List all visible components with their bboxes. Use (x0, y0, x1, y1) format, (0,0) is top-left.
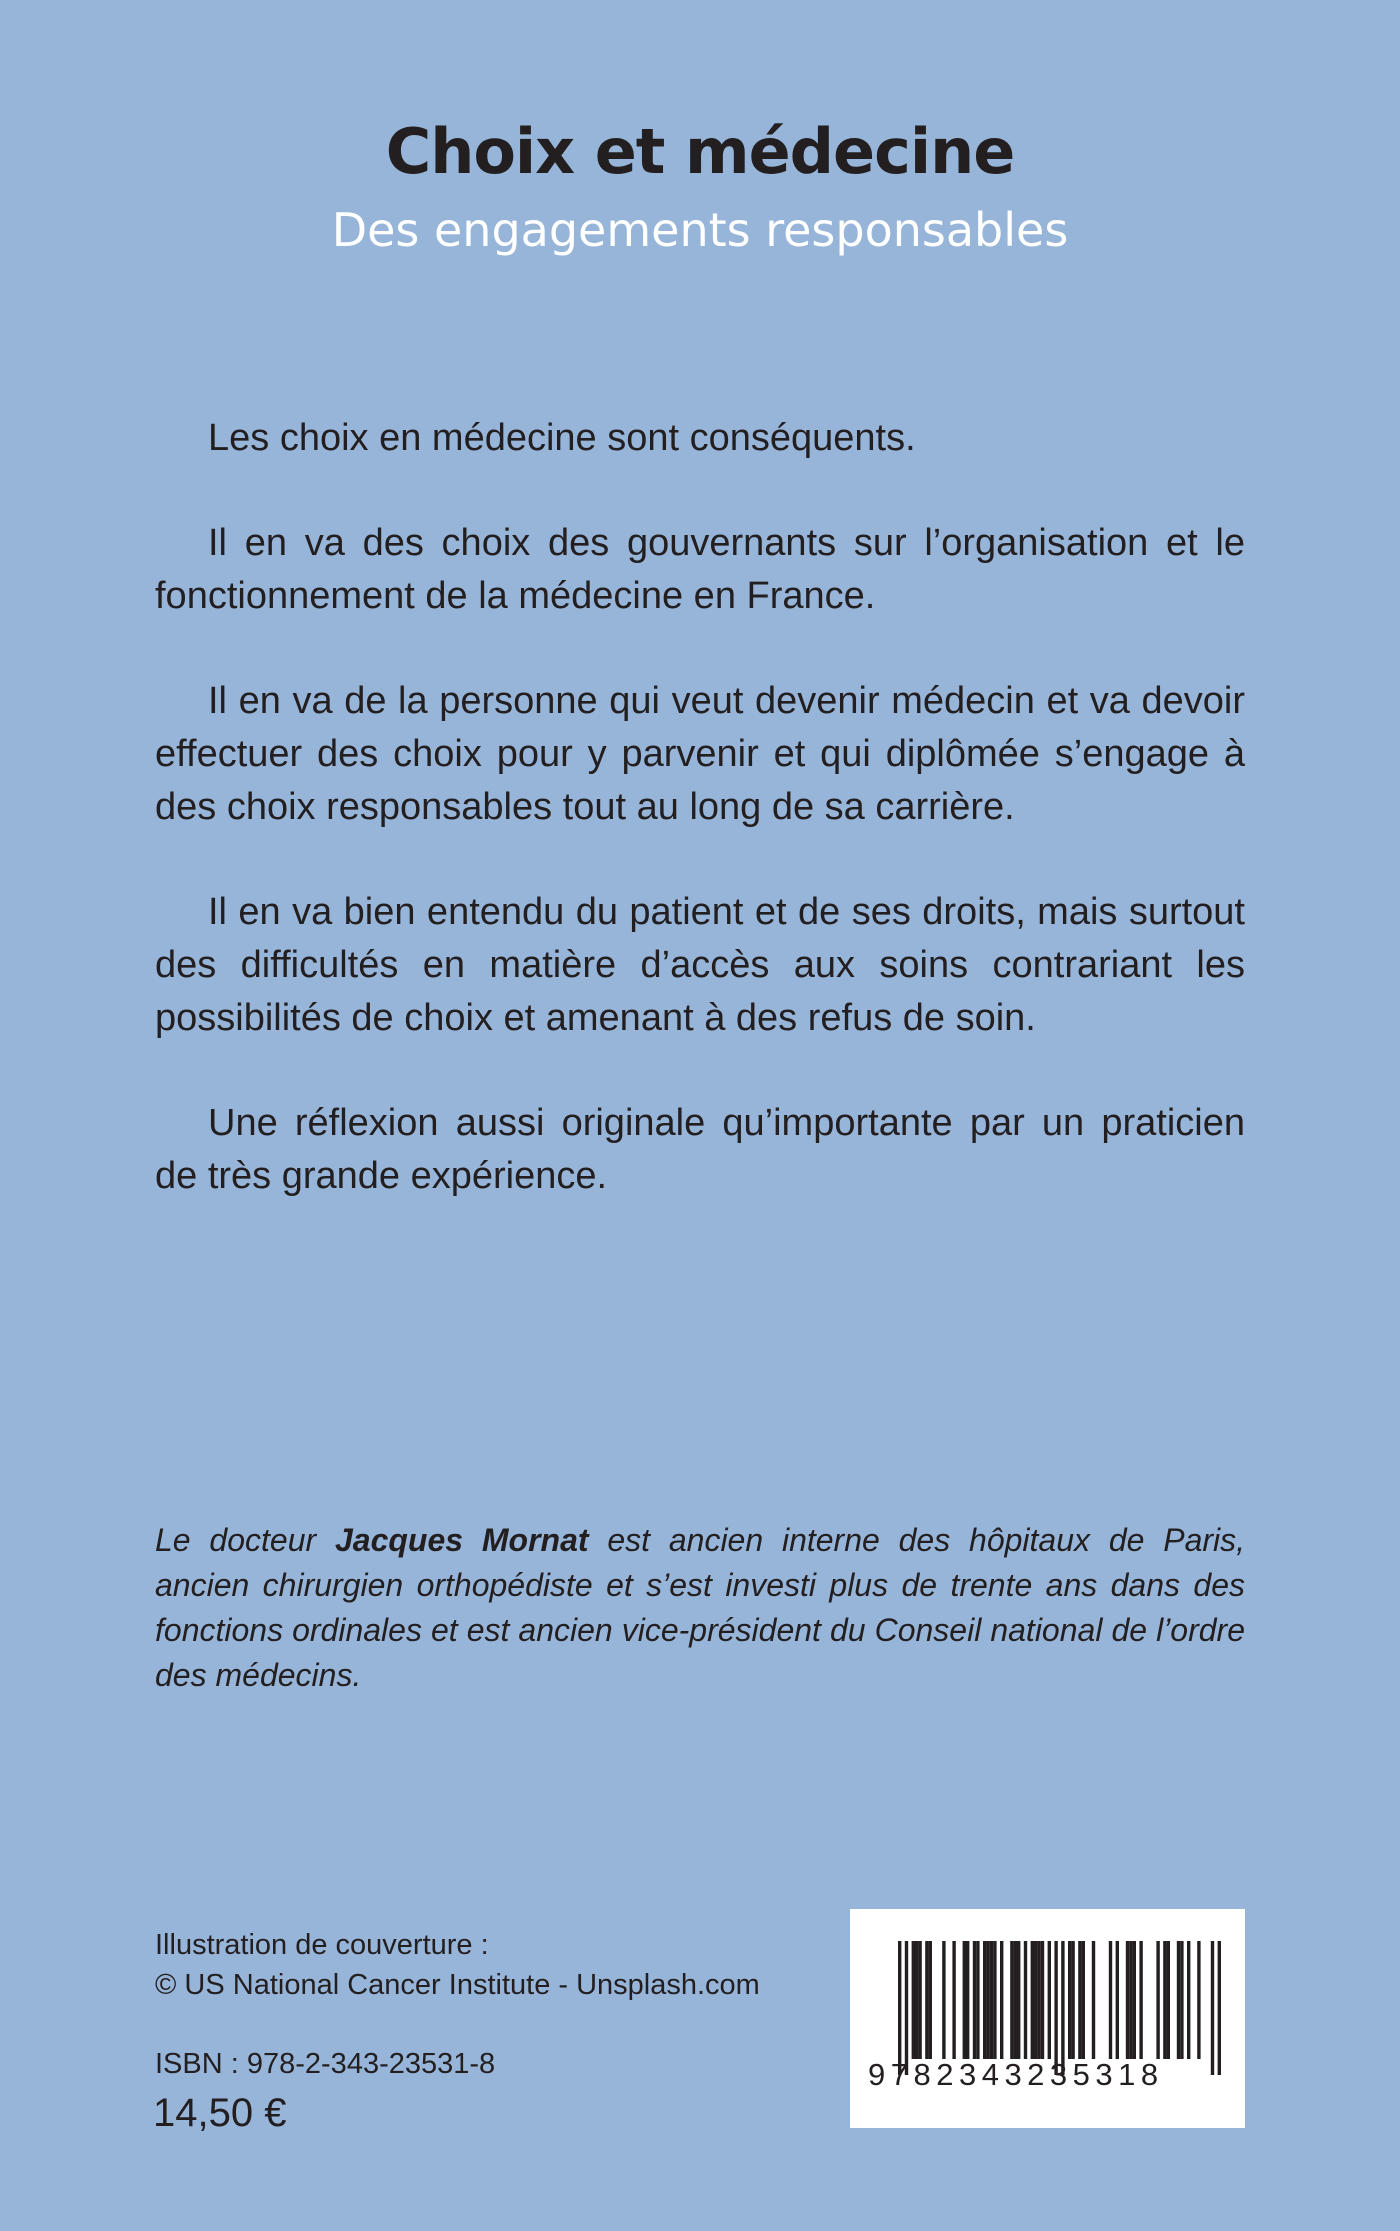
barcode (850, 1909, 1245, 2128)
barcode-bar (952, 1941, 955, 2059)
barcode-bar (1071, 1941, 1074, 2059)
barcode-bar (1024, 1941, 1027, 2059)
barcode-bar (966, 1941, 969, 2059)
barcode-bar (990, 1941, 993, 2059)
barcode-bar (1180, 1941, 1183, 2059)
author-name: Jacques Mornat (334, 1522, 589, 1558)
barcode-bar (963, 1941, 966, 2059)
barcode-bar (1054, 1941, 1057, 2075)
barcode-bar (1048, 1941, 1051, 2059)
barcode-bar (1126, 1941, 1129, 2059)
credits-line-2: © US National Cancer Institute - Unsplash.com (155, 1969, 760, 2001)
barcode-bar (1133, 1941, 1136, 2059)
blurb-paragraph: Il en va bien entendu du patient et de ses droits, mais surtout des difficultés en matière d’accès aux soins contrariant les possibilités de choix et amenant à des refus de soin. (155, 891, 1245, 1039)
barcode-bar (1061, 1941, 1064, 2075)
blurb-paragraph: Une réflexion aussi originale qu’importante par un praticien de très grande expérience. (155, 1102, 1245, 1197)
barcode-bar (942, 1941, 945, 2059)
barcode-bar (898, 1941, 901, 2075)
barcode-bar (1034, 1941, 1037, 2059)
back-cover-blurb (155, 412, 1245, 1255)
barcode-bar (1156, 1941, 1159, 2059)
barcode-bar (1000, 1941, 1003, 2059)
barcode-bar (929, 1941, 932, 2059)
book-subtitle: Des engagements responsables (331, 203, 1069, 257)
barcode-bar (1163, 1941, 1166, 2059)
barcode-bar (1092, 1941, 1095, 2059)
barcode-bar (983, 1941, 986, 2059)
barcode-bar (915, 1941, 918, 2059)
barcode-bar (1187, 1941, 1190, 2059)
barcode-bar (1041, 1941, 1044, 2059)
barcode-bar (1197, 1941, 1200, 2059)
price: 14,50 € (153, 2091, 287, 2135)
blurb-paragraph: Les choix en médecine sont conséquents. (208, 417, 916, 459)
barcode-bar (1078, 1941, 1081, 2059)
barcode-bar (905, 1941, 908, 2075)
barcode-bar (925, 1941, 928, 2059)
isbn: ISBN : 978-2-343-23531-8 (155, 2048, 496, 2080)
barcode-bar (973, 1941, 976, 2059)
barcode-bar (1082, 1941, 1085, 2059)
credits-line-1: Illustration de couverture : (155, 1929, 489, 1961)
barcode-bar (1167, 1941, 1170, 2059)
barcode-bar (1017, 1941, 1020, 2059)
bio-prefix: Le docteur (155, 1522, 335, 1558)
blurb-paragraph: Il en va des choix des gouvernants sur l’organisation et le fonctionnement de la médecine en France. (155, 522, 1245, 617)
barcode-bar (1068, 1941, 1071, 2059)
barcode-bar (1218, 1941, 1221, 2075)
barcode-bar (1139, 1941, 1142, 2059)
barcode-bar (1010, 1941, 1013, 2059)
barcode-bar (1109, 1941, 1112, 2059)
barcode-bar (1031, 1941, 1034, 2059)
barcode-bar (918, 1941, 921, 2059)
barcode-bar (1037, 1941, 1040, 2059)
barcode-bar (986, 1941, 989, 2059)
barcode-bars (850, 1909, 1245, 2128)
barcode-bar (993, 1941, 996, 2059)
barcode-digits: 9782343235318 (868, 2057, 1164, 2092)
cover-credits (155, 1925, 760, 2005)
book-title: Choix et médecine (385, 115, 1015, 188)
barcode-bar (976, 1941, 979, 2059)
barcode-bar (912, 1941, 915, 2059)
author-bio (155, 1518, 1245, 1698)
barcode-bar (1129, 1941, 1132, 2059)
blurb-paragraph: Il en va de la personne qui veut devenir médecin et va devoir effectuer des choix pour y parvenir et qui diplômée s’engage à des choix responsables tout au long de sa carrière. (155, 680, 1245, 828)
bio-text: est ancien interne des hôpitaux de Paris, ancien chirurgien orthopédiste et s’est investi plus de trente ans dans des fonctions ordinales et est ancien vice-président du Conseil national de l’ordre des médecins. (155, 1522, 1246, 1693)
barcode-bar (1211, 1941, 1214, 2075)
barcode-bar (1116, 1941, 1119, 2059)
barcode-bar (1014, 1941, 1017, 2059)
barcode-bar (1177, 1941, 1180, 2059)
